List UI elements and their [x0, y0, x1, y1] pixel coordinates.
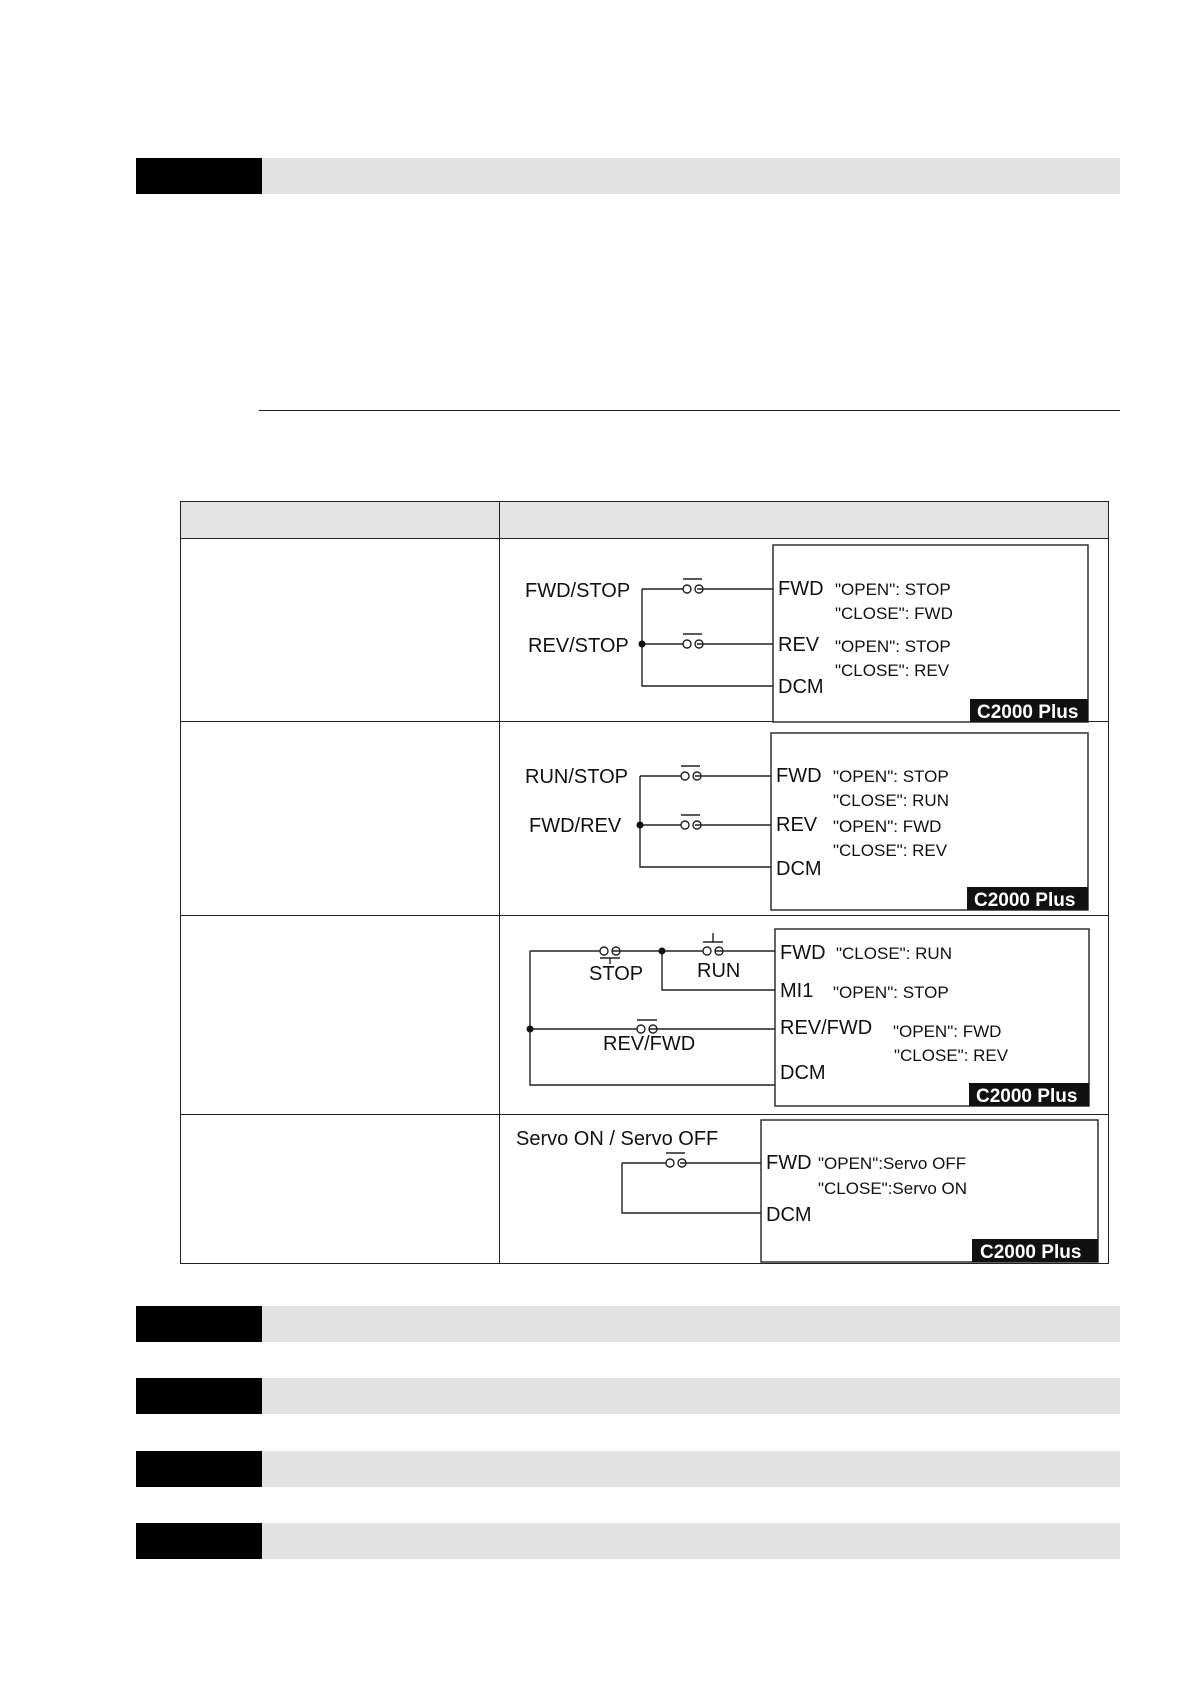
switch-label: FWD/REV [529, 815, 622, 837]
parameter-code-box [136, 1306, 262, 1342]
switch-label: RUN/STOP [525, 766, 628, 788]
state-label: "CLOSE": RUN [833, 791, 949, 810]
terminal-label: FWD [776, 765, 822, 787]
wiring-diagram-2 [500, 728, 1100, 913]
state-label: "OPEN": STOP [835, 637, 951, 656]
parameter-bar-2 [136, 1306, 1120, 1342]
parameter-code-box [136, 158, 262, 194]
brand-label: C2000 Plus [980, 1242, 1082, 1263]
table-header-mode [180, 501, 500, 539]
parameter-bar-1 [136, 158, 1120, 194]
state-label: "OPEN": STOP [833, 983, 949, 1002]
state-label: "OPEN": STOP [833, 767, 949, 786]
terminal-label: DCM [776, 858, 822, 880]
section-divider [259, 410, 1120, 411]
state-label: "OPEN": FWD [893, 1022, 1002, 1041]
terminal-label: DCM [780, 1062, 826, 1084]
switch-label: RUN [697, 960, 741, 982]
table-header-wiring [499, 501, 1109, 539]
parameter-code-box [136, 1523, 262, 1559]
state-label: "OPEN": FWD [833, 817, 942, 836]
terminal-label: REV [776, 814, 818, 836]
table-row-4-mode [180, 1114, 500, 1264]
brand-label: C2000 Plus [977, 702, 1079, 723]
terminal-label: DCM [766, 1204, 812, 1226]
terminal-label: MI1 [780, 980, 814, 1002]
switch-label: REV/FWD [603, 1033, 696, 1055]
brand-label: C2000 Plus [974, 890, 1076, 911]
table-row-2-mode [180, 721, 500, 916]
terminal-label: FWD [778, 578, 824, 600]
state-label: "CLOSE": REV [894, 1046, 1009, 1065]
brand-label: C2000 Plus [976, 1086, 1078, 1107]
wiring-diagram-3 [500, 920, 1100, 1110]
parameter-code-box [136, 1378, 262, 1414]
terminal-label: DCM [778, 676, 824, 698]
state-label: "OPEN": STOP [835, 580, 951, 599]
state-label: "CLOSE": FWD [835, 604, 953, 623]
parameter-bar-4 [136, 1451, 1120, 1487]
switch-label: STOP [589, 963, 644, 985]
state-label: "CLOSE": REV [835, 661, 950, 680]
parameter-bar-5 [136, 1523, 1120, 1559]
state-label: "CLOSE": RUN [836, 944, 952, 963]
wiring-diagram-1 [500, 540, 1100, 725]
parameter-code-box [136, 1451, 262, 1487]
switch-label: REV/STOP [528, 635, 629, 657]
switch-label: Servo ON / Servo OFF [516, 1128, 719, 1150]
terminal-label: REV/FWD [780, 1017, 873, 1039]
switch-label: FWD/STOP [525, 580, 631, 602]
terminal-label: REV [778, 634, 820, 656]
state-label: "OPEN":Servo OFF [818, 1154, 967, 1173]
terminal-label: FWD [780, 942, 826, 964]
terminal-label: FWD [766, 1152, 812, 1174]
wiring-diagram-4 [500, 1115, 1100, 1265]
table-row-3-mode [180, 915, 500, 1115]
parameter-bar-3 [136, 1378, 1120, 1414]
state-label: "CLOSE":Servo ON [818, 1179, 968, 1198]
state-label: "CLOSE": REV [833, 841, 948, 860]
table-row-1-mode [180, 538, 500, 722]
